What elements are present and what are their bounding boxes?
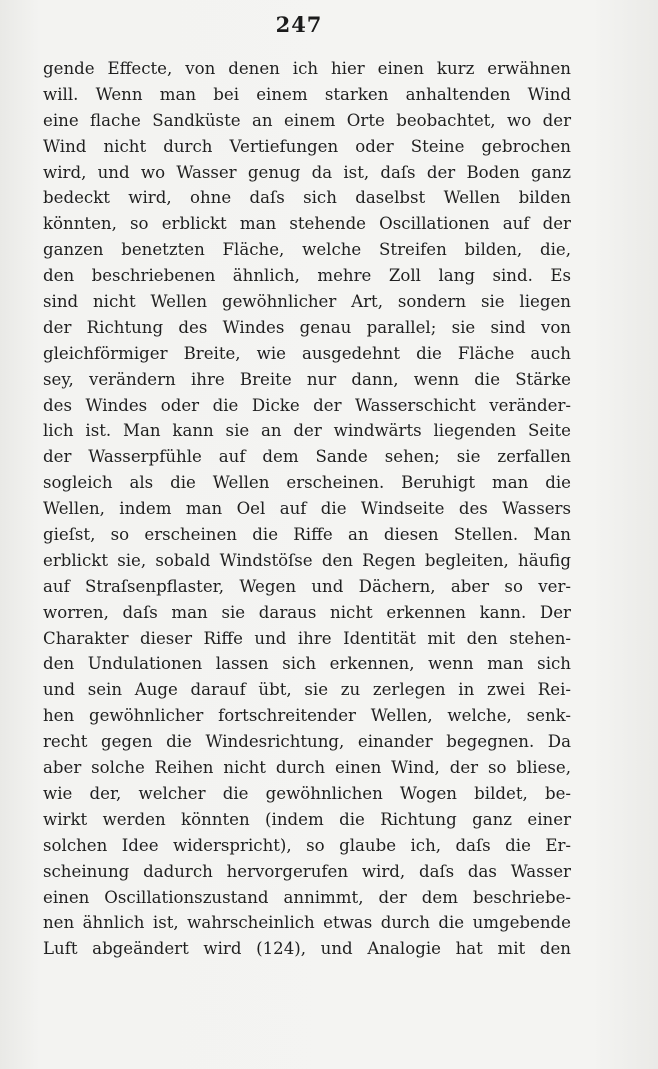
- text-line: Charakter dieser Riffe und ihre Identität mit den stehen-: [43, 628, 571, 648]
- body-text: [43, 56, 571, 962]
- text-line: worren, daſs man sie daraus nicht erkennen kann. Der: [43, 602, 571, 622]
- text-line: wird, und wo Wasser genug da ist, daſs der Boden ganz: [43, 162, 571, 182]
- text-line: sind nicht Wellen gewöhnlicher Art, sondern sie liegen: [43, 292, 571, 312]
- text-line: einen Oscillationszustand annimmt, der dem beschriebe-: [43, 887, 571, 907]
- text-line: hen gewöhnlicher fortschreitender Wellen, welche, senk-: [43, 706, 571, 726]
- text-line: gende Effecte, von denen ich hier einen kurz erwähnen: [43, 59, 571, 78]
- text-line: der Richtung des Windes genau parallel; sie sind von: [43, 317, 571, 337]
- text-line: auf Straſsenpflaster, Wegen und Dächern, aber so ver-: [43, 576, 571, 596]
- text-line: der Wasserpfühle auf dem Sande sehen; sie zerfallen: [43, 447, 571, 467]
- text-line: sogleich als die Wellen erscheinen. Beruhigt man die: [43, 473, 571, 493]
- text-line: lich ist. Man kann sie an der windwärts liegenden Seite: [43, 421, 571, 441]
- page-number: 247: [275, 12, 323, 37]
- text-line: solchen Idee widerspricht), so glaube ich, daſs die Er-: [43, 835, 571, 855]
- text-line: sey, verändern ihre Breite nur dann, wenn die Stärke: [43, 369, 571, 389]
- text-line: wirkt werden könnten (indem die Richtung ganz einer: [43, 809, 571, 829]
- text-line: des Windes oder die Dicke der Wasserschicht veränder-: [43, 395, 571, 415]
- text-line: und sein Auge darauf übt, sie zu zerlegen in zwei Rei-: [43, 680, 571, 700]
- text-line: Luft abgeändert wird (124), und Analogie hat mit den: [43, 939, 571, 959]
- text-line: wie der, welcher die gewöhnlichen Wogen bildet, be-: [43, 783, 571, 803]
- text-line: den Undulationen lassen sich erkennen, wenn man sich: [43, 654, 571, 674]
- text-line: aber solche Reihen nicht durch einen Wind, der so bliese,: [43, 758, 571, 778]
- text-line: ganzen benetzten Fläche, welche Streifen bilden, die,: [43, 240, 571, 260]
- text-line: recht gegen die Windesrichtung, einander begegnen. Da: [43, 732, 571, 752]
- text-line: scheinung dadurch hervorgerufen wird, daſs das Wasser: [43, 861, 571, 881]
- text-line: könnten, so erblickt man stehende Oscillationen auf der: [43, 214, 571, 234]
- text-line: Wellen, indem man Oel auf die Windseite des Wassers: [43, 499, 571, 519]
- text-line: gleichförmiger Breite, wie ausgedehnt die Fläche auch: [43, 343, 571, 363]
- text-line: Wind nicht durch Vertiefungen oder Steine gebrochen: [43, 136, 571, 156]
- text-line: will. Wenn man bei einem starken anhaltenden Wind: [43, 84, 571, 104]
- text-line: nen ähnlich ist, wahrscheinlich etwas durch die umgebende: [43, 913, 571, 933]
- text-line: den beschriebenen ähnlich, mehre Zoll lang sind. Es: [43, 266, 571, 286]
- text-line: eine flache Sandküste an einem Orte beobachtet, wo der: [43, 110, 571, 130]
- text-line: erblickt sie, sobald Windstöſse den Regen begleiten, häufig: [43, 550, 571, 570]
- text-line: bedeckt wird, ohne daſs sich daselbst Wellen bilden: [43, 188, 571, 208]
- text-line: gieſst, so erscheinen die Riffe an diesen Stellen. Man: [43, 525, 571, 545]
